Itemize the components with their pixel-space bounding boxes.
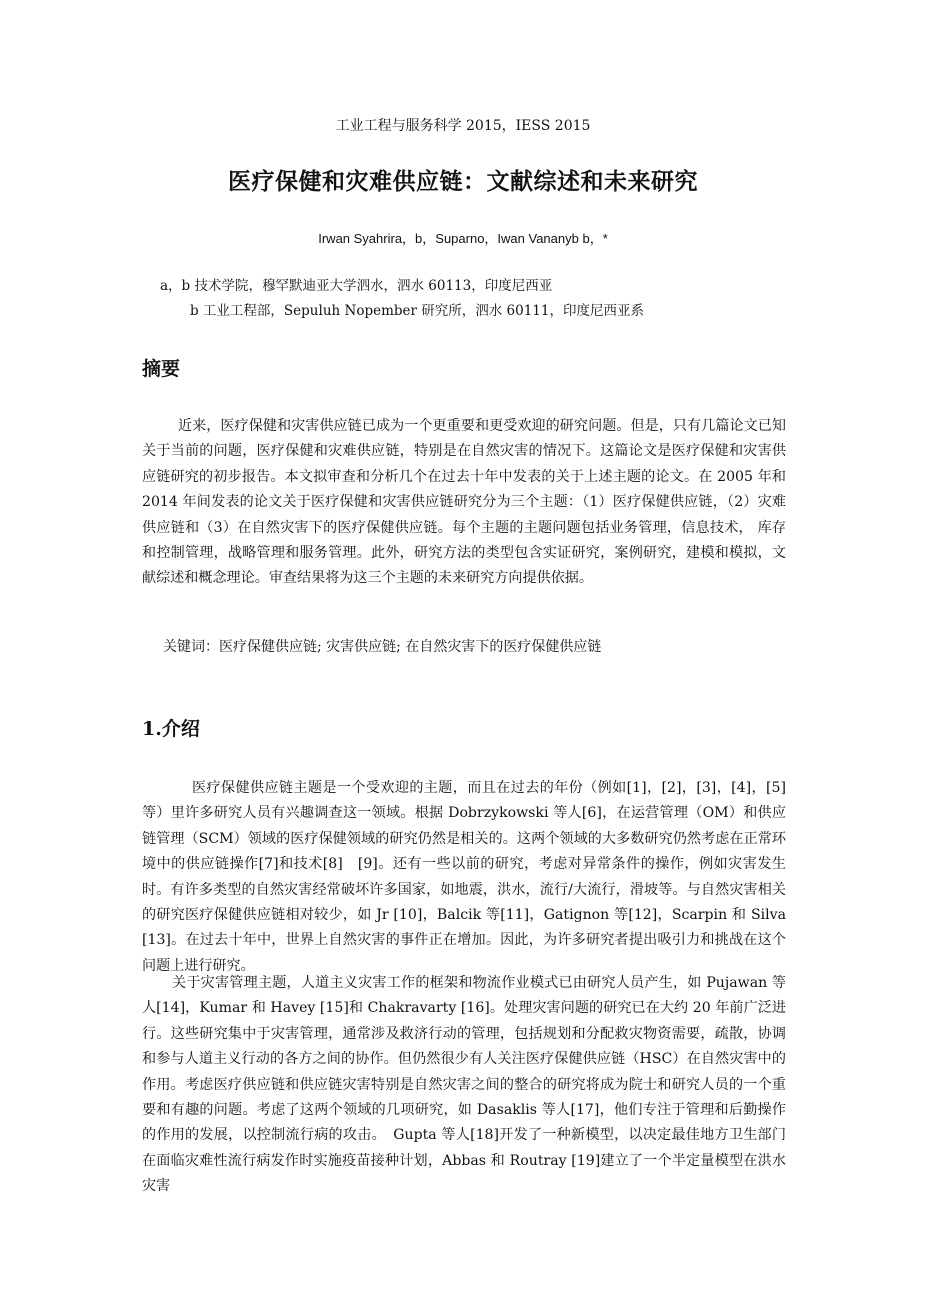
introduction-paragraph-2: 关于灾害管理主题，人道主义灾害工作的框架和物流作业模式已由研究人员产生，如 Pujawan 等人[14]，Kumar 和 Havey [15]和 Chakravarty [16]。处理灾害问题的研究已在大约 20 年前广泛进行。这些研究集中于灾害管理，通常涉及救济行动的管理，包括规划和分配救灾物资需要，疏散，协调和参与人道主义行动的各方之间的协作。但仍然很少有人关注医疗保健供应链（HSC）在自然灾害中的作用。考虑医疗供应链和供应链灾害特别是自然灾害之间的整合的研究将成为院士和研究人员的一个重要和有趣的问题。考虑了这两个领域的几项研究，如 Dasaklis 等人[17]，他们专注于管理和后勤操作的作用的发展，以控制流行病的攻击。 Gupta 等人[18]开发了一种新模型，以决定最佳地方卫生部门在面临灾难性流行病发作时实施疫苗接种计划，Abbas 和 Routray [19]建立了一个半定量模型在洪水灾害 [142,975,786,1195]
keywords-line: 关键词：医疗保健供应链; 灾害供应链; 在自然灾害下的医疗保健供应链 [163,639,602,655]
paper-title: 医疗保健和灾难供应链：文献综述和未来研究 [228,168,698,195]
affiliation-b: b 工业工程部，Sepuluh Nopember 研究所，泗水 60111，印度尼西亚系 [190,303,644,319]
conference-venue: 工业工程与服务科学 2015，IESS 2015 [335,118,591,134]
author-list: Irwan Syahrira，b，Suparno，Iwan Vananyb b，* [318,231,608,246]
abstract-text: 近来，医疗保健和灾害供应链已成为一个更重要和更受欢迎的研究问题。但是，只有几篇论文已知关于当前的问题，医疗保健和灾难供应链，特别是在自然灾害的情况下。这篇论文是医疗保健和灾害供应链研究的初步报告。本文拟审查和分析几个在过去十年中发表的关于上述主题的论文。在 2005 年和 2014 年间发表的论文关于医疗保健和灾害供应链研究分为三个主题：（1）医疗保健供应链，（2）灾难供应链和（3）在自然灾害下的医疗保健供应链。每个主题的主题问题包括业务管理，信息技术， 库存和控制管理，战略管理和服务管理。此外，研究方法的类型包含实证研究，案例研究，建模和模拟，文献综述和概念理论。审查结果将为这三个主题的未来研究方向提供依据。 [142,418,786,587]
introduction-heading: 1.介绍 [142,718,200,740]
abstract-heading: 摘要 [142,358,181,380]
affiliation-a: a，b 技术学院，穆罕默迪亚大学泗水，泗水 60113，印度尼西亚 [160,278,553,294]
introduction-paragraph-1: 医疗保健供应链主题是一个受欢迎的主题，而且在过去的年份（例如[1]，[2]，[3]，[4]，[5]等）里许多研究人员有兴趣调查这一领域。根据 Dobrzykowski 等人[6]，在运营管理（OM）和供应链管理（SCM）领域的医疗保健领域的研究仍然是相关的。这两个领域的大多数研究仍然考虑在正常环境中的供应链操作[7]和技术[8] [9]。还有一些以前的研究，考虑对异常条件的操作，例如灾害发生时。有许多类型的自然灾害经常破坏许多国家，如地震，洪水，流行/大流行，滑坡等。与自然灾害相关的研究医疗保健供应链相对较少，如 Jr [10]，Balcik 等[11]，Gatignon 等[12]，Scarpin 和 Silva [13]。在过去十年中，世界上自然灾害的事件正在增加。因此，为许多研究者提出吸引力和挑战在这个问题上进行研究。 [142,780,801,974]
